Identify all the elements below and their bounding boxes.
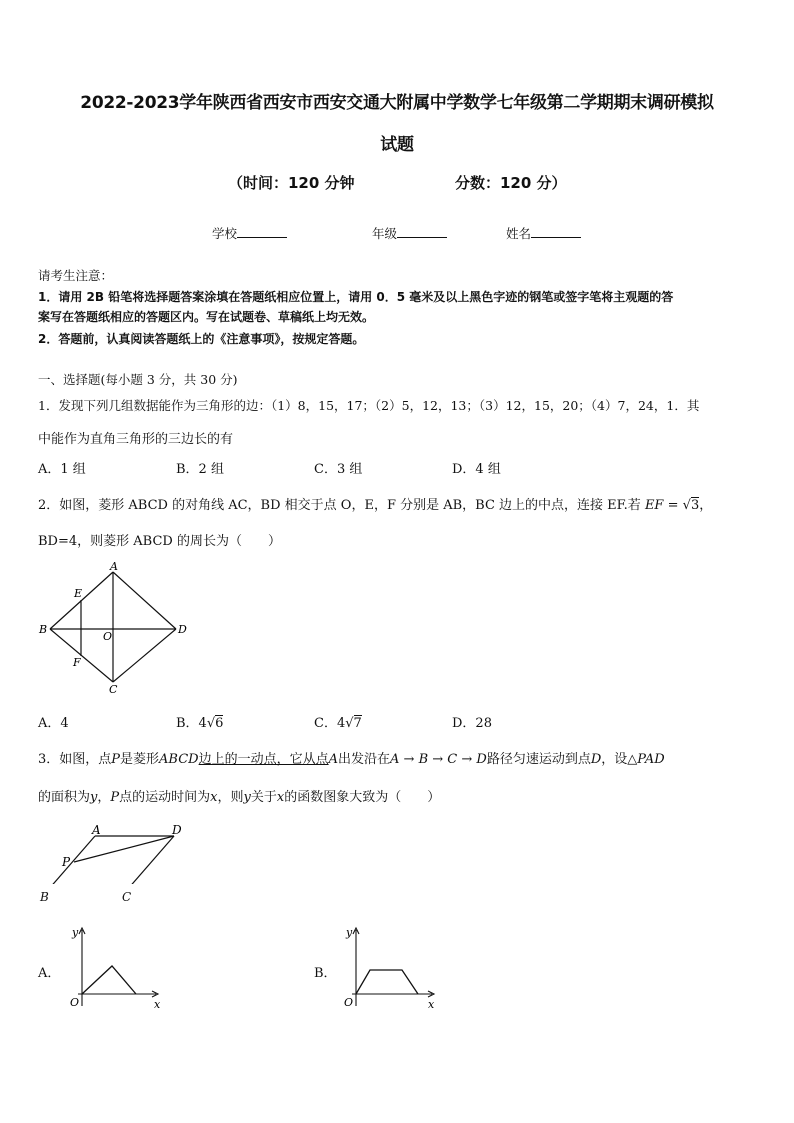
label-a: A [110, 560, 118, 573]
q3-var-a: A [328, 752, 339, 767]
q2-sqrt-value: 3 [690, 498, 700, 513]
q2-option-d: D．28 [452, 716, 492, 731]
q3-label-a: A [92, 823, 101, 837]
q3-var-abcd: ABCD [159, 752, 199, 767]
q1-line2: 中能作为直角三角形的三边长的有 [38, 432, 234, 447]
label-c: C [109, 683, 118, 695]
label-e: E [74, 587, 83, 600]
notice-item2: 2．答题前，认真阅读答题纸上的《注意事项》，按规定答题。 [38, 332, 365, 346]
notice-item1-line1: 1．请用 2B 铅笔将选择题答案涂填在答题纸相应位置上，请用 0．5 毫米及以上黑色字迹的钢笔或签字笔将主观题的答 [38, 290, 674, 304]
q2-eq: = [667, 498, 679, 513]
q3-label-d: D [172, 823, 182, 837]
q3-var-d: D [590, 752, 602, 767]
q2-option-b: B．4√6 [176, 716, 224, 731]
q3-graph-a [64, 924, 168, 1012]
q3-var-x2: x [276, 790, 285, 805]
score-label: 分数：120 分） [455, 174, 567, 192]
q3-path: A → B → C → D [390, 752, 487, 767]
q3-text-1: 3．如图，点 [38, 752, 112, 767]
q3-text-7: 的面积为 [38, 790, 91, 805]
segment-pd [74, 836, 174, 862]
graph-a-x: x [154, 998, 161, 1011]
graph-a-y: y [72, 926, 79, 939]
grade-blank[interactable] [397, 225, 447, 238]
q3-line2 [38, 786, 440, 805]
q2-comma: ， [699, 498, 713, 513]
q2-ef: EF [644, 498, 664, 513]
q3-var-x: x [210, 790, 218, 805]
q3-label-c: C [122, 890, 132, 904]
q3-text-5: 路径匀速运动到点 [486, 752, 591, 767]
q3-text-3: 边上的一动点，它从点 [198, 752, 329, 767]
notice-heading: 请考生注意： [38, 268, 114, 283]
q3-text-11: 关于 [250, 790, 277, 805]
edge-da [113, 572, 176, 629]
label-b: B [39, 623, 48, 636]
grade-field[interactable] [372, 224, 447, 242]
q3-rhombus-figure [36, 822, 196, 884]
q3-graph-b [340, 924, 444, 1012]
q2-option-b-radicand: 6 [215, 716, 224, 731]
q2-line2: BD=4，则菱形 ABCD 的周长为（ ） [38, 534, 281, 549]
time-label: （时间：120 分钟 [228, 174, 355, 192]
q3-text-12: 的函数图象大致为（ ） [284, 790, 441, 805]
label-o: O [103, 630, 113, 643]
q3-text-4: 出发沿在 [338, 752, 391, 767]
q3-option-a-label: A． [38, 966, 61, 981]
q3-var-y: y [90, 790, 98, 805]
q3-var-y2: y [243, 790, 251, 805]
q1-line1: 1．发现下列几组数据能作为三角形的边：（1）8，15，17；（2）5，12，13；（3）12，15，20；（4）7，24，1．其 [38, 398, 700, 413]
q3-text-9: 点的运动时间为 [119, 790, 211, 805]
q2-option-c-prefix: C．4 [314, 716, 346, 731]
graph-a-origin: O [70, 996, 80, 1009]
name-field[interactable] [506, 224, 581, 242]
q2-sqrt: √3 [682, 498, 700, 513]
label-f: F [73, 656, 81, 669]
q1-option-a: A．1 组 [38, 462, 86, 477]
name-label: 姓名 [506, 226, 532, 241]
q3-text-6: ，设△ [601, 752, 638, 767]
q2-text: 2．如图，菱形 ABCD 的对角线 AC，BD 相交于点 O，E，F 分别是 AB，BC 边上的中点，连接 EF.若 [38, 498, 641, 513]
grade-label: 年级 [372, 226, 398, 241]
q3-text-8: ， [97, 790, 111, 805]
edge-cd [113, 629, 176, 682]
q3-label-p: P [62, 855, 71, 869]
q1-option-c: C．3 组 [314, 462, 363, 477]
graph-b-curve [356, 970, 418, 994]
school-label: 学校 [212, 226, 238, 241]
name-blank[interactable] [531, 225, 581, 238]
q1-option-d: D．4 组 [452, 462, 501, 477]
edge-ba [48, 836, 95, 884]
graph-b-origin: O [344, 996, 354, 1009]
q2-rhombus-figure [36, 560, 196, 695]
q3-text-2: 是菱形 [120, 752, 160, 767]
q2-option-c-radicand: 7 [353, 716, 362, 731]
q1-option-b: B．2 组 [176, 462, 224, 477]
q2-option-b-prefix: B．4 [176, 716, 207, 731]
q2-line1 [38, 494, 712, 513]
school-blank[interactable] [237, 225, 287, 238]
section-heading: 一、选择题(每小题 3 分，共 30 分) [38, 372, 238, 387]
q3-var-p2: P [110, 790, 120, 805]
q2-option-c: C．4√7 [314, 716, 362, 731]
q3-line1 [38, 748, 665, 767]
q3-var-pad: PAD [637, 752, 665, 767]
edge-dc [127, 836, 174, 884]
notice-item1-line2: 案写在答题纸相应的答题区内。写在试题卷、草稿纸上均无效。 [38, 310, 375, 324]
q2-option-a: A．4 [38, 716, 69, 731]
q3-var-p: P [111, 752, 121, 767]
q3-text-10: ，则 [217, 790, 244, 805]
school-field[interactable] [212, 224, 287, 242]
q3-option-b-label: B． [314, 966, 337, 981]
exam-title-line2: 试题 [380, 135, 414, 155]
label-d: D [178, 623, 187, 636]
q3-label-b: B [40, 890, 49, 904]
graph-a-curve [82, 966, 136, 994]
exam-title-line1: 2022-2023学年陕西省西安市西安交通大附属中学数学七年级第二学期期末调研模拟 [80, 93, 714, 113]
graph-b-y: y [346, 926, 353, 939]
graph-b-x: x [428, 998, 435, 1011]
